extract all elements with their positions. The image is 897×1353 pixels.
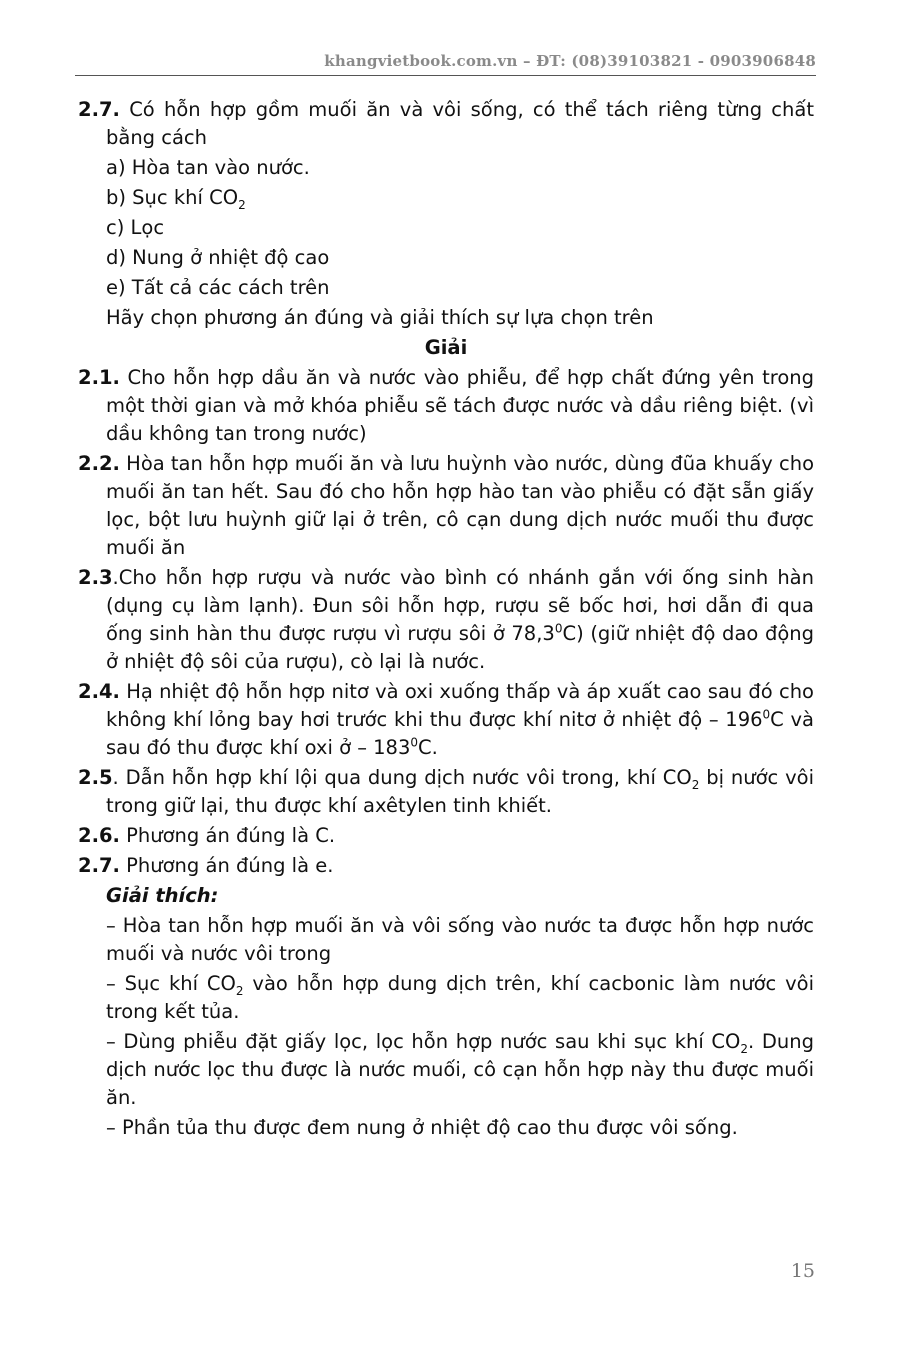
answer-2-5: [78, 764, 814, 820]
step-text-cont: vào hỗn hợp dung dịch trên, khí cacbonic làm nước vôi trong kết tủa.: [106, 972, 814, 1023]
answer-text-end: C.: [418, 736, 438, 759]
step-text: – Dùng phiễu đặt giấy lọc, lọc hỗn hợp nước sau khi sục khí CO: [106, 1030, 741, 1053]
option-a: a) Hòa tan vào nước.: [106, 156, 310, 179]
answer-number: 2.4.: [78, 680, 120, 703]
superscript: 0: [762, 707, 771, 722]
solution-heading: Giải: [424, 336, 468, 359]
option-b-text: b) Sục khí CO: [106, 186, 239, 209]
answer-text-cont: bị nước vôi trong giữ lại, thu được khí axêtylen tinh khiết.: [106, 766, 814, 817]
superscript: 0: [554, 621, 563, 636]
page-number: 15: [790, 1260, 815, 1282]
answer-text: Cho hỗn hợp dầu ăn và nước vào phiễu, để hợp chất đứng yên trong một thời gian và mở khóa phiễu sẽ tách được nước và dầu riêng biệt. (vì dầu không tan trong nước): [106, 366, 814, 445]
option-b-subscript: 2: [238, 197, 246, 212]
answer-text-cont: C và sau đó thu được khí oxi ở – 183: [106, 708, 814, 759]
option-b: [78, 184, 814, 212]
answer-2-1: [78, 364, 814, 448]
header-rule: [75, 75, 816, 76]
subscript: 2: [691, 777, 700, 792]
question-text: Có hỗn hợp gồm muối ăn và vôi sống, có thể tách riêng từng chất bằng cách: [106, 98, 814, 149]
explanation-step-4: – Phần tủa thu được đem nung ở nhiệt độ cao thu được vôi sống.: [106, 1116, 738, 1139]
explanation-step-1: – Hòa tan hỗn hợp muối ăn và vôi sống vào nước ta được hỗn hợp nước muối và nước vôi trong: [106, 914, 814, 965]
superscript: 0: [410, 735, 419, 750]
answer-number: 2.3: [78, 566, 113, 589]
answer-text: . Dẫn hỗn hợp khí lội qua dung dịch nước vôi trong, khí CO: [112, 766, 692, 789]
answer-number: 2.1.: [78, 366, 120, 389]
answer-number: 2.2.: [78, 452, 120, 475]
answer-text: Phương án đúng là e.: [119, 854, 334, 877]
answer-2-6: [78, 822, 814, 850]
answer-2-7: [78, 852, 814, 880]
answer-2-4: [78, 678, 814, 762]
answer-text: Hạ nhiệt độ hỗn hợp nitơ và oxi xuống thấp và áp xuất cao sau đó cho không khí lỏng bay hơi trước khi thu được khí nitơ ở nhiệt độ – 196: [106, 680, 814, 731]
explanation-step-2: [78, 970, 814, 1026]
answer-text: Hòa tan hỗn hợp muối ăn và lưu huỳnh vào nước, dùng đũa khuấy cho muối ăn tan hết. Sau đó cho hỗn hợp hào tan vào phiễu có đặt sẵn giấy lọc, bột lưu huỳnh giữ lại ở trên, cô cạn dung dịch nước muối thu được muối ăn: [106, 452, 815, 559]
answer-number: 2.6.: [78, 824, 120, 847]
answer-number: 2.7.: [78, 854, 120, 877]
step-text-cont: . Dung dịch nước lọc thu được là nước muối, cô cạn hỗn hợp này thu được muối ăn.: [106, 1030, 814, 1109]
subscript: 2: [235, 983, 244, 998]
explanation-step-3: [78, 1028, 814, 1112]
step-text: – Sục khí CO: [106, 972, 236, 995]
subscript: 2: [740, 1041, 749, 1056]
question-2-7: [78, 96, 814, 152]
answer-2-2: [78, 450, 814, 562]
answer-text-cont: C) (giữ nhiệt độ dao động ở nhiệt độ sôi của rượu), cò lại là nước.: [106, 622, 814, 673]
document-body: [78, 96, 814, 1144]
answer-2-3: [78, 564, 814, 676]
answer-text: .Cho hỗn hợp rượu và nước vào bình có nhánh gắn với ống sinh hàn (dụng cụ làm lạnh). Đun sôi hỗn hợp, rượu sẽ bốc hơi, hơi dẫn đi qua ống sinh hàn thu được rượu vì rượu sôi ở 78,3: [106, 566, 814, 645]
option-d: d) Nung ở nhiệt độ cao: [106, 246, 330, 269]
explanation-heading: Giải thích:: [106, 884, 219, 907]
question-prompt: Hãy chọn phương án đúng và giải thích sự lựa chọn trên: [106, 306, 654, 329]
answer-number: 2.5: [78, 766, 113, 789]
option-c: c) Lọc: [106, 216, 165, 239]
option-e: e) Tất cả các cách trên: [106, 276, 330, 299]
page-header: khangvietbook.com.vn – ĐT: (08)39103821 - 0903906848: [324, 52, 816, 70]
answer-text: Phương án đúng là C.: [119, 824, 336, 847]
question-number: 2.7.: [78, 98, 120, 121]
